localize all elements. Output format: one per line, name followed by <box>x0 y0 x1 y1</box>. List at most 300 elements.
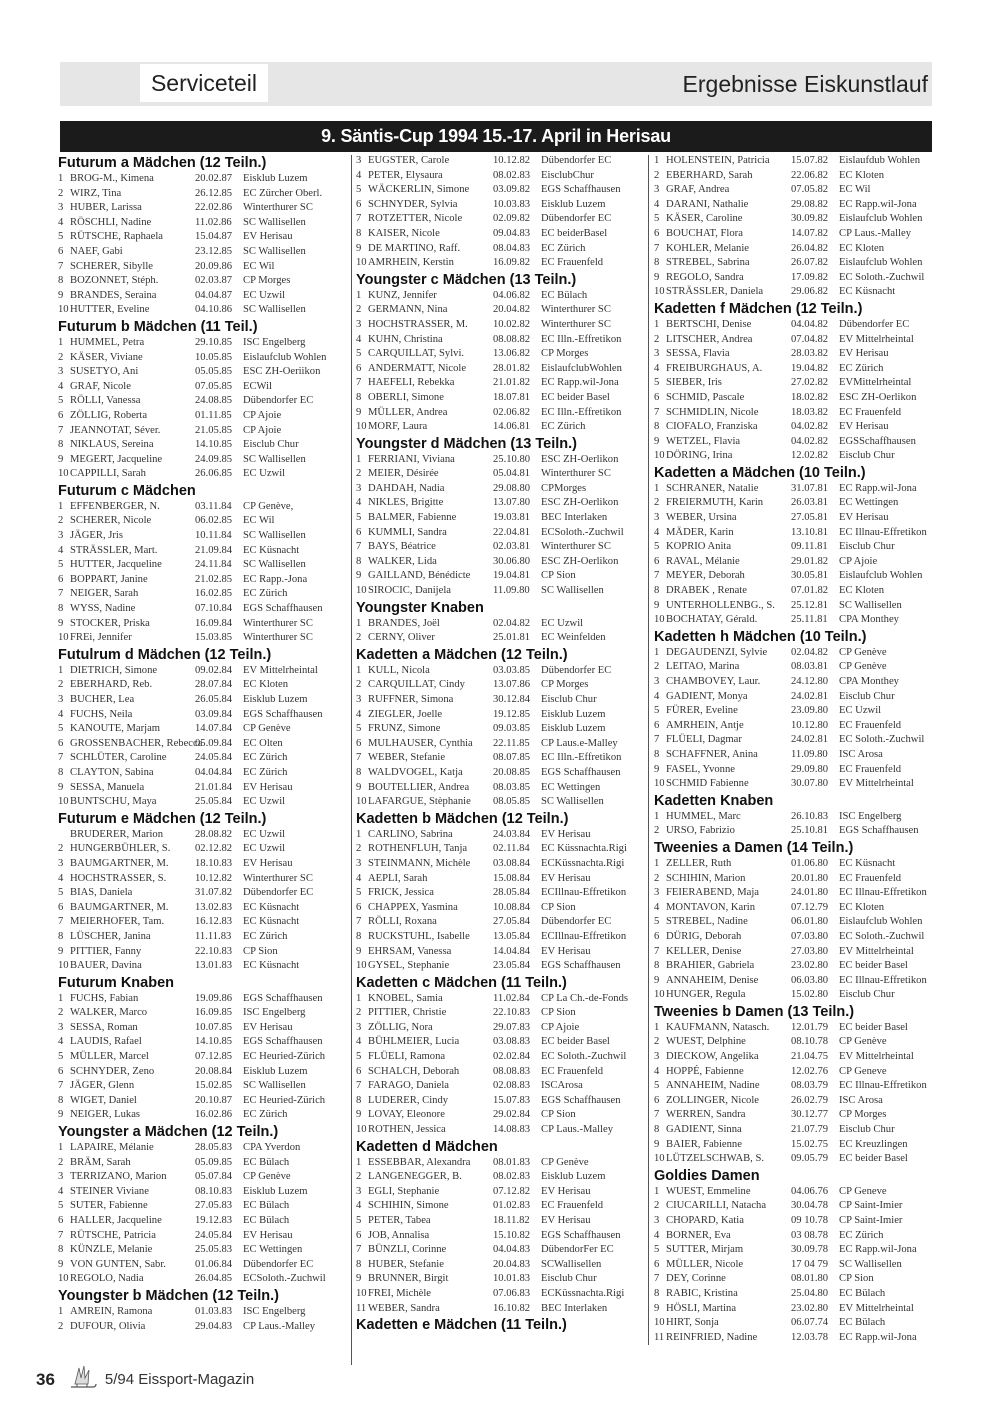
club: EC Rapp.wil-Jona <box>839 482 917 494</box>
club: EC Kloten <box>839 901 885 913</box>
skater-name: LANGENEGGER, B. <box>368 1171 462 1183</box>
birth-date: 30.05.81 <box>791 570 829 582</box>
result-row <box>356 1123 646 1138</box>
club: EGS Schaffhausen <box>243 992 323 1004</box>
club: EGS Schaffhausen <box>541 184 621 196</box>
rank: 2 <box>58 187 64 199</box>
category-title: Kadetten d Mädchen <box>356 1138 498 1155</box>
birth-date: 09.05.79 <box>791 1153 829 1165</box>
rank: 1 <box>356 1156 362 1168</box>
club: EC Wil <box>839 184 871 196</box>
club: Eislaufclub Wohlen <box>839 916 923 928</box>
rank: 4 <box>654 901 660 913</box>
club: EV Herisau <box>243 231 293 243</box>
category-title: Kadetten c Mädchen (11 Teiln.) <box>356 974 567 991</box>
rank: 6 <box>58 737 64 749</box>
birth-date: 09.03.85 <box>493 723 531 735</box>
birth-date: 24.09.85 <box>195 453 233 465</box>
club: Eislaufclub Wohlen <box>839 257 923 269</box>
category-title: Futurum b Mädchen (11 Teil.) <box>58 318 258 335</box>
skater-name: WYSS, Nadine <box>70 603 136 615</box>
result-row <box>356 631 646 646</box>
birth-date: 29.07.83 <box>493 1021 531 1033</box>
result-row <box>654 183 938 198</box>
club: CP Laus.-Malley <box>243 1320 315 1332</box>
skater-name: RAVAL, Mélanie <box>666 555 740 567</box>
rank: 7 <box>356 213 362 225</box>
rank: 5 <box>654 1080 660 1092</box>
birth-date: 08.04.83 <box>493 242 531 254</box>
birth-date: 26.05.84 <box>195 694 233 705</box>
club: EGSSchaffhausen <box>839 435 916 447</box>
skater-name: LOVAY, Eleonore <box>368 1109 445 1121</box>
rank: 2 <box>58 843 64 855</box>
skater-name: BAUER, Davina <box>70 960 142 972</box>
club: EC Heuried-Zürich <box>243 1094 326 1106</box>
skater-name: FÜRER, Eveline <box>666 705 738 717</box>
birth-date: 13.07.80 <box>493 497 531 509</box>
club: ECIllnau-Effretikon <box>541 887 627 899</box>
rank: 5 <box>58 559 64 571</box>
birth-date: 08.03.81 <box>791 661 829 673</box>
birth-date: 20.09.86 <box>195 260 233 272</box>
result-row <box>58 872 348 887</box>
skater-name: BOUCHAT, Flora <box>666 227 743 239</box>
skater-name: GRAF, Nicole <box>70 380 131 392</box>
club: EC Wettingen <box>541 781 601 793</box>
birth-date: 15.02.75 <box>791 1138 829 1150</box>
club: EC Rapp.wil-Jona <box>839 1244 917 1256</box>
skater-name: BUNTSCHU, Maya <box>70 796 157 808</box>
result-row <box>356 737 646 752</box>
skater-name: SCHIHIN, Marion <box>666 872 746 884</box>
result-row <box>654 824 938 839</box>
category-block <box>58 154 348 318</box>
birth-date: 29.08.80 <box>493 482 531 494</box>
skater-name: SESSA, Manuela <box>70 781 145 793</box>
skater-name: BAUMGARTNER, M. <box>70 857 169 869</box>
club: CP Laus.e-Malley <box>541 737 618 749</box>
category-title: Youngster a Mädchen (12 Teiln.) <box>58 1124 279 1141</box>
birth-date: 03.03.85 <box>493 664 531 676</box>
club: EGS Schaffhausen <box>541 766 621 778</box>
rank: 8 <box>356 1258 362 1270</box>
rank: 5 <box>58 1051 64 1063</box>
birth-date: 13.10.81 <box>791 526 829 538</box>
category-block <box>58 318 348 482</box>
club: EC Frauenfeld <box>839 406 902 418</box>
result-row <box>58 453 348 468</box>
rank: 5 <box>58 395 64 407</box>
skater-name: NAEF, Gabi <box>70 245 123 257</box>
birth-date: 08.02.83 <box>493 169 531 181</box>
skater-name: REGOLO, Sandra <box>666 271 744 283</box>
skater-name: PITTIER, Fanny <box>70 945 142 957</box>
birth-date: 02.11.84 <box>493 843 530 855</box>
skater-name: SCHERER, Sibylle <box>70 260 153 272</box>
result-row <box>58 587 348 602</box>
skater-name: RÜTSCHE, Patricia <box>70 1229 156 1241</box>
birth-date: 02.04.82 <box>493 617 531 629</box>
rank: 10 <box>654 1153 665 1165</box>
rank: 5 <box>654 541 660 553</box>
result-row <box>356 303 646 318</box>
skater-name: BRANDES, Joël <box>368 617 440 629</box>
skater-name: PITTIER, Christie <box>368 1007 447 1019</box>
club: ESC ZH-Oerlikon <box>541 497 619 509</box>
result-row <box>58 380 348 395</box>
result-row <box>356 453 646 468</box>
skater-name: FUCHS, Fabian <box>70 992 139 1004</box>
skater-name: RÖSCHLI, Nadine <box>70 216 152 228</box>
rank: 6 <box>356 1065 362 1077</box>
club: EC beider Basel <box>839 1021 908 1033</box>
result-row <box>654 1021 938 1036</box>
skater-name: MEIERHOFER, Tam. <box>70 916 165 928</box>
club: SC Wallisellen <box>541 585 604 597</box>
result-row <box>654 555 938 570</box>
birth-date: 07.12.79 <box>791 901 829 913</box>
result-row <box>58 766 348 781</box>
rank: 3 <box>58 366 64 378</box>
skater-name: SCHIHIN, Simone <box>368 1200 449 1212</box>
rank: 9 <box>58 1109 64 1121</box>
skater-name: HOPPÉ, Fabienne <box>666 1065 744 1077</box>
skater-name: BOZONNET, Stéph. <box>70 275 159 287</box>
birth-date: 31.07.81 <box>791 482 829 494</box>
rank: 5 <box>654 377 660 389</box>
skater-name: SCHMIDLIN, Nicole <box>666 406 759 418</box>
birth-date: 29.02.84 <box>493 1109 531 1121</box>
club: ESC ZH-Oeriikon <box>243 366 321 378</box>
rank: 10 <box>58 632 69 644</box>
skater-name: BORNER, Eva <box>666 1229 731 1241</box>
skater-name: STEINER Viviane <box>70 1185 149 1197</box>
skater-name: ANDERMATT, Nicole <box>368 362 467 374</box>
club: CP Sion <box>243 945 278 957</box>
skater-name: ROTHEN, Jessica <box>368 1124 446 1136</box>
club: EV Herisau <box>541 945 591 957</box>
result-row <box>654 945 938 960</box>
result-row <box>58 1258 348 1273</box>
category-title: Futulrum d Mädchen (12 Teiln.) <box>58 646 272 663</box>
skater-name: JEANNOTAT, Séver. <box>70 424 161 436</box>
club: EGS Schaffhausen <box>243 1036 323 1048</box>
rank: 8 <box>356 766 362 778</box>
club: CP Sion <box>839 1273 874 1285</box>
skater-name: KNOBEL, Samia <box>368 992 443 1004</box>
club: EC Frauenfeld <box>839 719 902 731</box>
birth-date: 03.08.83 <box>493 1036 531 1048</box>
result-row <box>356 1035 646 1050</box>
result-row <box>356 555 646 570</box>
club: EC beider Basel <box>541 391 610 403</box>
rank: 9 <box>58 1258 64 1270</box>
rank: 1 <box>58 336 64 348</box>
result-row <box>654 333 938 348</box>
skater-name: AMRHEIN, Antje <box>666 719 744 731</box>
skater-name: LÜTZELSCHWAB, S. <box>666 1153 764 1165</box>
category-block <box>654 839 938 1003</box>
result-row <box>356 242 646 257</box>
rank: 2 <box>356 1007 362 1019</box>
birth-date: 19.04.81 <box>493 570 531 582</box>
birth-date: 26.02.79 <box>791 1094 829 1106</box>
birth-date: 29.09.80 <box>791 763 829 775</box>
result-row <box>58 1156 348 1171</box>
skater-name: ROTZETTER, Nicole <box>368 213 463 225</box>
birth-date: 25.10.81 <box>791 825 829 837</box>
page-footer <box>36 1362 254 1397</box>
birth-date: 10.12.82 <box>195 872 233 884</box>
skater-name: HÖSLI, Martina <box>666 1302 737 1314</box>
rank: 2 <box>356 632 362 644</box>
club: Eisklub Luzem <box>243 694 308 705</box>
rank: 6 <box>58 901 64 913</box>
club: EC Kloten <box>839 585 885 597</box>
club: Winterthurer SC <box>243 617 313 629</box>
rank: 4 <box>58 380 64 392</box>
birth-date: 02.03.87 <box>195 275 233 287</box>
rank: 10 <box>356 257 367 269</box>
result-row <box>654 872 938 887</box>
column-divider <box>648 155 649 1345</box>
rank: 8 <box>356 555 362 567</box>
rank: 2 <box>654 169 660 181</box>
result-row <box>356 333 646 348</box>
result-row <box>654 733 938 748</box>
result-row <box>58 751 348 766</box>
birth-date: 11.11.83 <box>195 930 232 942</box>
result-row <box>58 424 348 439</box>
skater-name: EHRSAM, Vanessa <box>368 945 452 957</box>
result-row <box>356 617 646 632</box>
skater-name: BAUMGARTNER, M. <box>70 901 169 913</box>
skater-name: WÄCKERLIN, Simone <box>368 184 470 196</box>
club: BEC Interlaken <box>541 1302 608 1314</box>
club: CP Geneve <box>839 1185 887 1197</box>
club: EC Uzwil <box>243 828 286 840</box>
result-row <box>356 169 646 184</box>
skater-name: SESSA, Flavia <box>666 348 730 360</box>
result-row <box>58 1170 348 1185</box>
club: CP Sion <box>541 1007 576 1019</box>
birth-date: 26.03.81 <box>791 497 829 509</box>
club: CP Genève <box>839 661 887 673</box>
skater-name: ZOLLINGER, Nicole <box>666 1094 759 1106</box>
skater-name: HIRT, Sonja <box>666 1317 719 1329</box>
result-row <box>58 544 348 559</box>
result-row <box>356 1287 646 1302</box>
result-row <box>654 271 938 286</box>
skater-name: FASEL, Yvonne <box>666 763 735 775</box>
result-row <box>356 1229 646 1244</box>
result-row <box>58 260 348 275</box>
skater-name: KUNZ, Jennifer <box>368 289 437 301</box>
rank: 9 <box>58 453 64 465</box>
result-row <box>654 719 938 734</box>
birth-date: 06.01.80 <box>791 916 829 928</box>
club: EC Illn.-Effretikon <box>541 752 622 764</box>
club: EC Frauenfeld <box>839 872 902 884</box>
result-row <box>356 1272 646 1287</box>
result-row <box>58 1272 348 1287</box>
club: Eisclub Chur <box>541 1273 597 1285</box>
category-block <box>356 974 646 1138</box>
rank: 10 <box>58 1273 69 1285</box>
rank: 5 <box>654 213 660 225</box>
skater-name: ROTHENFLUH, Tanja <box>368 843 468 855</box>
skater-name: BRANDES, Seraina <box>70 289 157 301</box>
rank: 3 <box>654 676 660 687</box>
club: SC Wallisellen <box>243 304 306 316</box>
skater-name: SCHERER, Nicole <box>70 515 152 527</box>
club: Eislaufclub Wohlen <box>243 351 327 363</box>
result-row <box>58 409 348 424</box>
birth-date: 10.02.82 <box>493 318 531 330</box>
rank: 4 <box>356 169 362 181</box>
result-row <box>58 216 348 231</box>
result-row <box>58 1229 348 1244</box>
result-row <box>356 1258 646 1273</box>
club: Eisclub Chur <box>839 1124 895 1136</box>
club: EC Uzwil <box>839 705 882 717</box>
result-row <box>58 828 348 843</box>
result-row <box>654 886 938 901</box>
rank: 4 <box>654 198 660 210</box>
birth-date: 03.09.82 <box>493 184 531 196</box>
skater-name: FARAGO, Daniela <box>368 1080 450 1092</box>
club: EC Uzwil <box>541 617 584 629</box>
result-row <box>356 872 646 887</box>
rank: 5 <box>356 723 362 735</box>
skater-name: GADIENT, Monya <box>666 690 748 702</box>
skater-name: UNTERHOLLENBG., S. <box>666 599 775 611</box>
birth-date: 29.10.85 <box>195 336 233 348</box>
club: EC Rapp.-Jona <box>243 573 308 585</box>
skater-name: WETZEL, Flavia <box>666 435 741 447</box>
birth-date: 27.05.83 <box>195 1200 233 1212</box>
category-block <box>356 1138 646 1317</box>
skater-name: MEGERT, Jacqueline <box>70 453 163 465</box>
result-row <box>58 693 348 708</box>
result-row <box>58 915 348 930</box>
skater-name: GAILLAND, Bénédicte <box>368 570 471 582</box>
birth-date: 07.04.82 <box>791 333 829 345</box>
birth-date: 09.11.81 <box>791 541 828 553</box>
result-row <box>356 708 646 723</box>
rank: 7 <box>654 242 660 254</box>
skater-name: WALDVOGEL, Katja <box>368 766 463 778</box>
skater-name: MORF, Laura <box>368 421 428 433</box>
birth-date: 02.02.84 <box>493 1051 531 1063</box>
skater-name: ESSEBBAR, Alexandra <box>368 1156 471 1168</box>
rank: 6 <box>58 1215 64 1226</box>
rank: 6 <box>654 930 660 942</box>
result-row <box>654 496 938 511</box>
birth-date: 19.09.86 <box>195 992 233 1004</box>
rank: 8 <box>654 1287 660 1299</box>
birth-date: 21.02.85 <box>195 573 233 585</box>
club: EGS Schaffhausen <box>541 1229 621 1241</box>
birth-date: 30.07.80 <box>791 778 829 790</box>
rank: 3 <box>356 857 362 869</box>
birth-date: 04.10.86 <box>195 304 233 316</box>
birth-date: 02.08.83 <box>493 1080 531 1092</box>
rank: 7 <box>654 1273 660 1285</box>
birth-date: 15.04.87 <box>195 231 233 243</box>
result-row <box>356 511 646 526</box>
club: CP La Ch.-de-Fonds <box>541 992 629 1004</box>
club: EV Herisau <box>839 348 889 360</box>
skater-name: SESSA, Roman <box>70 1021 138 1033</box>
result-row <box>654 704 938 719</box>
birth-date: 29.06.82 <box>791 286 829 298</box>
club: Eisclub Chur <box>541 694 597 705</box>
rank: 9 <box>654 763 660 775</box>
rank: 1 <box>58 1142 64 1154</box>
birth-date: 08.03.85 <box>493 781 531 793</box>
result-row <box>58 529 348 544</box>
skater-name: LAPAIRE, Mélanie <box>70 1142 154 1154</box>
rank: 3 <box>58 1021 64 1033</box>
birth-date: 21.05.85 <box>195 424 233 436</box>
skater-name: RUCKSTUHL, Isabelle <box>368 930 470 942</box>
club: EC beider Basel <box>839 960 908 972</box>
result-row <box>58 1050 348 1065</box>
result-row <box>356 496 646 511</box>
birth-date: 25.04.80 <box>791 1287 829 1299</box>
skater-name: PETER, Tabea <box>368 1215 431 1226</box>
result-row <box>356 1199 646 1214</box>
birth-date: 25.05.84 <box>195 796 233 808</box>
skater-name: KELLER, Denise <box>666 945 742 957</box>
result-row <box>58 467 348 482</box>
skater-name: LUDERER, Cindy <box>368 1094 449 1106</box>
rank: 1 <box>58 664 64 676</box>
skater-name: FREI, Michèle <box>368 1287 431 1299</box>
result-row <box>356 828 646 843</box>
club: BEC Interlaken <box>541 512 608 524</box>
skater-name: STRÄSSLER, Mart. <box>70 544 158 556</box>
result-row <box>356 1006 646 1021</box>
result-row <box>356 376 646 391</box>
birth-date: 14.07.84 <box>195 723 233 735</box>
result-row <box>58 1214 348 1229</box>
birth-date: 26.12.85 <box>195 187 233 199</box>
club: Eisklub Luzem <box>541 723 606 735</box>
result-row <box>58 781 348 796</box>
result-row <box>654 362 938 377</box>
rank: 8 <box>58 766 64 778</box>
rank: 7 <box>58 752 64 764</box>
result-row <box>356 945 646 960</box>
skater-name: KULL, Nicola <box>368 664 430 676</box>
skater-name: LÜSCHER, Janina <box>70 930 151 942</box>
rank: 1 <box>654 857 660 869</box>
result-row <box>58 631 348 646</box>
skater-name: SUTER, Fabienne <box>70 1200 148 1212</box>
club: EC Kloten <box>839 169 885 181</box>
result-row <box>58 678 348 693</box>
event-title: 9. Säntis-Cup 1994 15.-17. April in Herisau <box>60 121 932 152</box>
results-column-2 <box>356 154 646 1334</box>
club: ECSoloth.-Zuchwil <box>243 1273 326 1285</box>
result-row <box>58 365 348 380</box>
skater-name: KÄSER, Caroline <box>666 213 743 225</box>
birth-date: 13.06.82 <box>493 348 531 360</box>
rank: 8 <box>654 585 660 597</box>
